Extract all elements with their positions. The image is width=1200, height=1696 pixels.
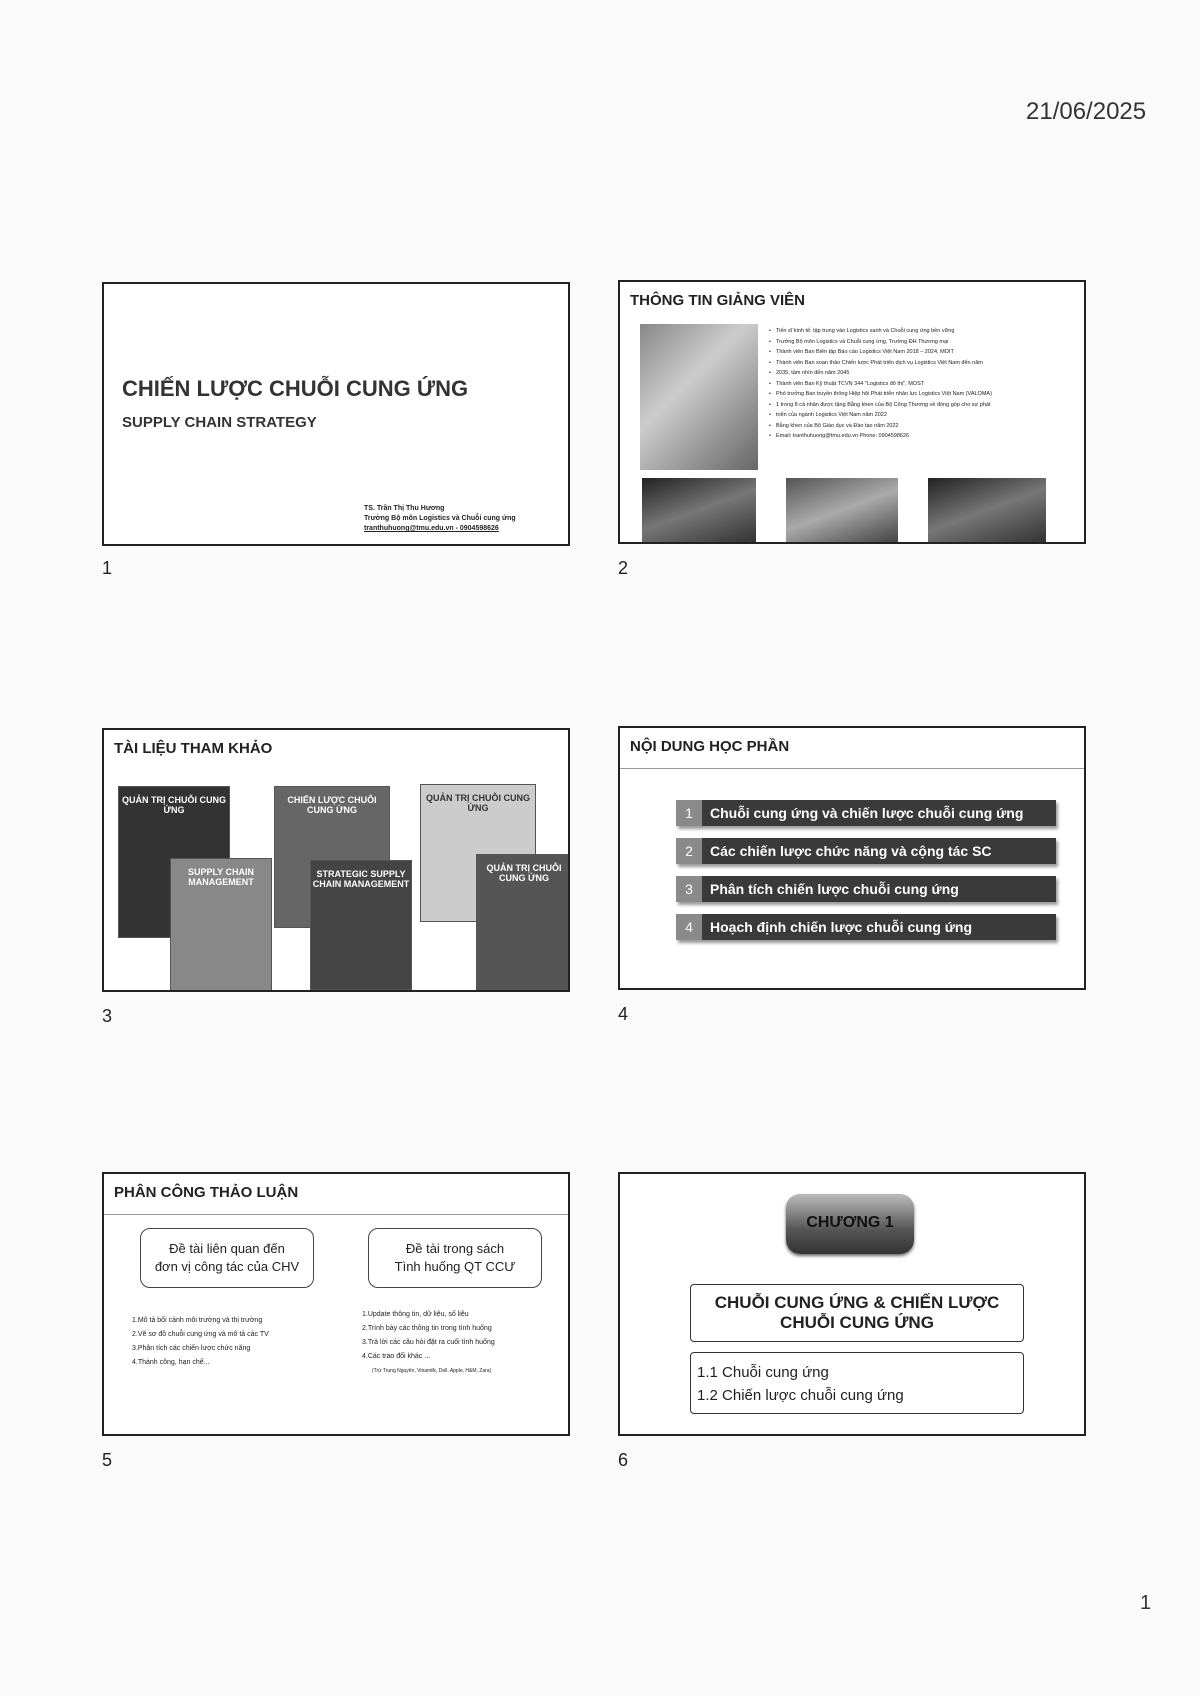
item-label: Các chiến lược chức năng và cộng tác SC bbox=[710, 843, 992, 859]
video-thumbnail bbox=[642, 478, 756, 542]
author-info bbox=[364, 504, 516, 534]
info-item: • Bằng khen của Bộ Giáo dục và Đào tạo năm 2022 bbox=[776, 421, 1086, 432]
item-label: Hoạch định chiến lược chuỗi cung ứng bbox=[710, 919, 973, 935]
book-cover: SUPPLY CHAIN MANAGEMENT bbox=[170, 858, 272, 992]
slide-title: THÔNG TIN GIẢNG VIÊN bbox=[630, 292, 806, 309]
slide-title: NỘI DUNG HỌC PHẦN bbox=[630, 738, 790, 755]
info-item: • triển của ngành Logistics Việt Nam năm 2022 bbox=[776, 410, 1086, 421]
title-divider bbox=[620, 768, 1084, 769]
title-divider bbox=[104, 1214, 568, 1215]
video-thumbnail bbox=[786, 478, 898, 542]
item-number: 2 bbox=[676, 838, 702, 864]
lecturer-info-list bbox=[766, 326, 1086, 442]
task-list-left bbox=[132, 1314, 269, 1370]
syllabus-item bbox=[676, 914, 1056, 940]
book-cover: CHIẾN LƯỢC CHUỖI CUNG ỨNG bbox=[274, 786, 390, 928]
box-line: Tình huống QT CCƯ bbox=[394, 1259, 516, 1274]
book-cover: QUẢN TRỊ CHUỖI CUNG ỨNG bbox=[476, 854, 570, 992]
slide-3 bbox=[102, 728, 570, 992]
slide-title: TÀI LIỆU THAM KHẢO bbox=[114, 740, 273, 757]
slide-1 bbox=[102, 282, 570, 546]
exclusion-note: (Trừ Trung Nguyên, Vinamilk, Dell, Apple, H&M, Zara) bbox=[372, 1368, 492, 1374]
item-number: 3 bbox=[676, 876, 702, 902]
author-contact[interactable]: tranthuhuong@tmu.edu.vn - 0904598626 bbox=[364, 525, 499, 532]
task-item: 3.Trả lời các câu hỏi đặt ra cuối tình huống bbox=[362, 1339, 495, 1346]
topic-box-right bbox=[368, 1228, 542, 1288]
syllabus-item bbox=[676, 838, 1056, 864]
task-item: 4.Các trao đổi khác ... bbox=[362, 1353, 431, 1360]
box-line: Đề tài trong sách bbox=[405, 1241, 505, 1256]
slide-number: 3 bbox=[102, 1006, 113, 1026]
item-number: 1 bbox=[676, 800, 702, 826]
heading-line: CHUỖI CUNG ỨNG & CHIẾN LƯỢC bbox=[714, 1293, 1000, 1312]
chapter-heading bbox=[690, 1284, 1024, 1342]
info-item: • 2035, tầm nhìn đến năm 2045 bbox=[776, 368, 1086, 379]
slide-number: 1 bbox=[102, 558, 113, 578]
section-item: 1.2 Chiến lược chuỗi cung ứng bbox=[697, 1387, 904, 1404]
slide-number: 4 bbox=[618, 1004, 629, 1024]
course-title: CHIẾN LƯỢC CHUỖI CUNG ỨNG bbox=[122, 376, 469, 401]
slide-title: PHÂN CÔNG THẢO LUẬN bbox=[114, 1184, 299, 1201]
info-item: • Thành viên Ban Biên tập Báo cáo Logistics Việt Nam 2018 – 2024, MOIT bbox=[776, 347, 1086, 358]
chapter-sections bbox=[690, 1352, 1024, 1414]
slide-number: 5 bbox=[102, 1450, 113, 1470]
task-item: 2.Vẽ sơ đồ chuỗi cung ứng và mô tả các TV bbox=[132, 1331, 269, 1338]
task-item: 4.Thành công, hạn chế... bbox=[132, 1359, 210, 1366]
task-item: 3.Phân tích các chiến lược chức năng bbox=[132, 1345, 251, 1352]
page-number: 1 bbox=[1140, 1592, 1152, 1614]
box-line: đơn vị công tác của CHV bbox=[154, 1259, 300, 1274]
book-cover: QUẢN TRỊ CHUỖI CUNG ỨNG bbox=[118, 786, 230, 938]
heading-line: CHUỖI CUNG ỨNG bbox=[780, 1313, 934, 1332]
syllabus-item bbox=[676, 800, 1056, 826]
chapter-label: CHƯƠNG 1 bbox=[806, 1214, 894, 1231]
slide-number: 2 bbox=[618, 558, 629, 578]
info-item: • Tiến sĩ kinh tế: tập trung vào Logistics xanh và Chuỗi cung ứng bền vững bbox=[776, 326, 1086, 337]
slide-5 bbox=[102, 1172, 570, 1436]
slide-6 bbox=[618, 1172, 1086, 1436]
item-label: Phân tích chiến lược chuỗi cung ứng bbox=[710, 881, 959, 897]
slide-4 bbox=[618, 726, 1086, 990]
task-item: 1.Mô tả bối cảnh môi trường và thị trường bbox=[132, 1317, 263, 1324]
info-item: • Trưởng Bộ môn Logistics và Chuỗi cung ứng, Trường ĐH Thương mại bbox=[776, 337, 1086, 348]
info-item: • 1 trong 8 cá nhân được tặng Bằng khen của Bộ Công Thương về đóng góp cho sự phát bbox=[776, 400, 1086, 411]
page-date: 21/06/2025 bbox=[1026, 98, 1147, 125]
slide-number: 6 bbox=[618, 1450, 629, 1470]
course-subtitle: SUPPLY CHAIN STRATEGY bbox=[122, 414, 317, 431]
book-cover: QUẢN TRỊ CHUỖI CUNG ỨNG bbox=[420, 784, 536, 922]
syllabus-item bbox=[676, 876, 1056, 902]
task-list-right bbox=[362, 1308, 495, 1378]
author-name: TS. Trần Thị Thu Hương bbox=[364, 505, 445, 512]
task-item: 2.Trình bày các thông tin trong tình huống bbox=[362, 1325, 492, 1332]
book-cover: STRATEGIC SUPPLY CHAIN MANAGEMENT bbox=[310, 860, 412, 990]
info-item: • Phó trưởng Ban truyền thông Hiệp hội Phát triển nhân lực Logistics Việt Nam (VALOMA) bbox=[776, 389, 1086, 400]
item-label: Chuỗi cung ứng và chiến lược chuỗi cung ứng bbox=[710, 805, 1024, 821]
info-item: • Thành viên Ban soạn thảo Chiến lược Phát triển dịch vụ Logistics Việt Nam đến năm bbox=[776, 358, 1086, 369]
section-item: 1.1 Chuỗi cung ứng bbox=[697, 1364, 829, 1381]
slide-2 bbox=[618, 280, 1086, 544]
item-number: 4 bbox=[676, 914, 702, 940]
info-item: • Thành viên Ban Kỹ thuật TCVN 344 "Logistics đô thị", MOST bbox=[776, 379, 1086, 390]
chapter-banner bbox=[786, 1194, 914, 1254]
author-role: Trưởng Bộ môn Logistics và Chuỗi cung ứng bbox=[364, 515, 516, 522]
topic-box-left bbox=[140, 1228, 314, 1288]
lecturer-photo bbox=[640, 324, 758, 470]
info-item: • Email: tranthuhuong@tmu.edu.vn Phone: 0904598626 bbox=[776, 431, 1086, 442]
task-item: 1.Update thông tin, dữ liệu, số liệu bbox=[362, 1311, 469, 1318]
video-thumbnail bbox=[928, 478, 1046, 542]
box-line: Đề tài liên quan đến bbox=[169, 1241, 285, 1256]
